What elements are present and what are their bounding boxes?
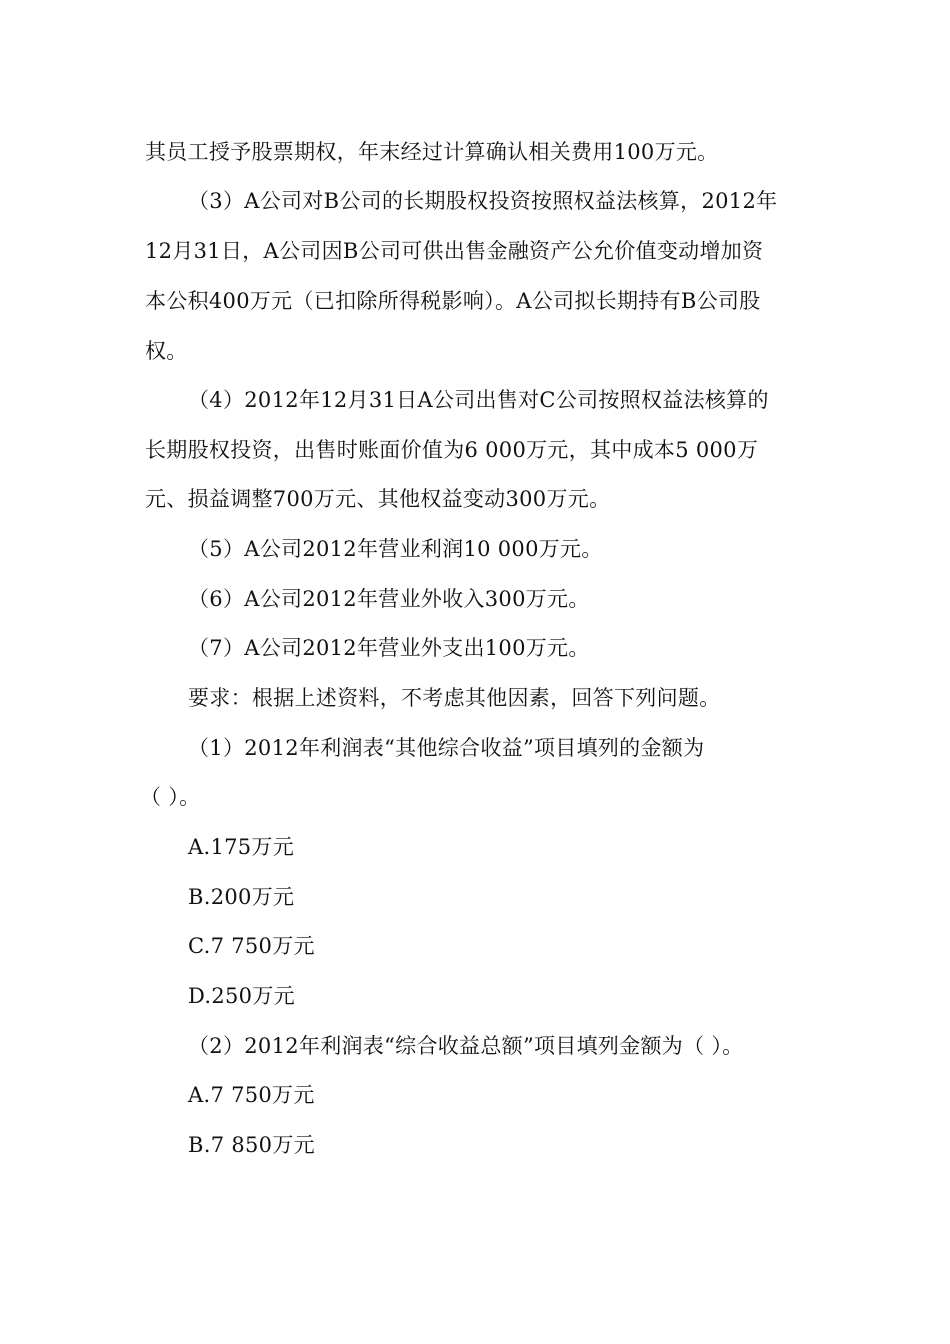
question-1-option-c: C.7 750万元 [188,934,315,958]
question-1-line-1: （1）2012年利润表“其他综合收益”项目填列的金额为 [188,736,705,760]
item-4-line-2: 长期股权投资，出售时账面价值为6 000万元，其中成本5 000万 [145,438,759,462]
item-4-line-3: 元、损益调整700万元、其他权益变动300万元。 [145,487,611,511]
item-3-line-4: 权。 [145,339,188,363]
paragraph-2-continuation: 其员工授予股票期权，年末经过计算确认相关费用100万元。 [145,140,719,164]
item-5: （5）A公司2012年营业利润10 000万元。 [188,537,603,561]
question-1-option-d: D.250万元 [188,984,295,1008]
item-3-line-1: （3）A公司对B公司的长期股权投资按照权益法核算，2012年 [188,189,778,213]
item-3-line-2: 12月31日，A公司因B公司可供出售金融资产公允价值变动增加资 [145,239,764,263]
item-3-line-3: 本公积400万元（已扣除所得税影响）。A公司拟长期持有B公司股 [145,289,761,313]
item-4-line-1: （4）2012年12月31日A公司出售对C公司按照权益法核算的 [188,388,769,412]
item-7: （7）A公司2012年营业外支出100万元。 [188,636,590,660]
question-2: （2）2012年利润表“综合收益总额”项目填列金额为（ ）。 [188,1034,744,1058]
question-2-option-a: A.7 750万元 [188,1083,315,1107]
question-2-option-b: B.7 850万元 [188,1133,315,1157]
question-1-line-2: （ ）。 [140,785,201,809]
requirement: 要求：根据上述资料，不考虑其他因素，回答下列问题。 [188,686,721,710]
item-6: （6）A公司2012年营业外收入300万元。 [188,587,590,611]
question-1-option-b: B.200万元 [188,885,295,909]
question-1-option-a: A.175万元 [188,835,295,859]
